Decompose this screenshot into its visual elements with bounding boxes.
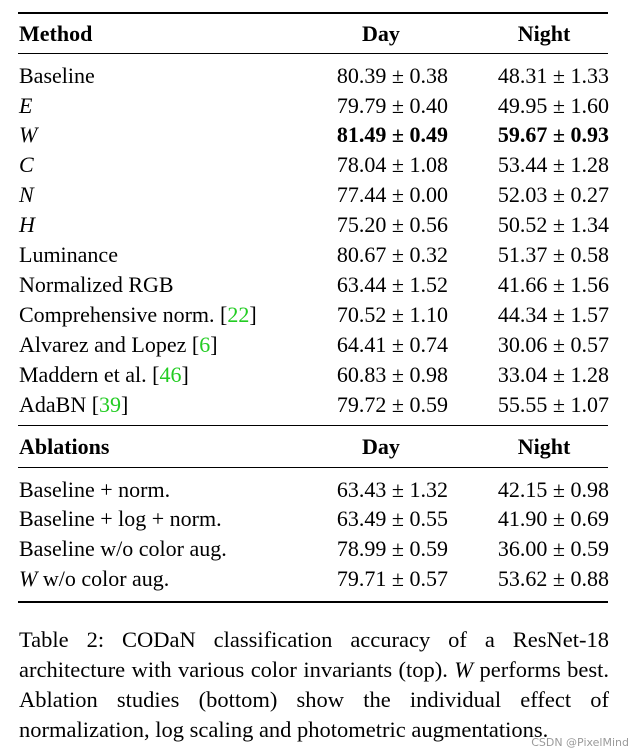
ablation-header [0,432,635,462]
table-row [0,210,635,240]
row-method-cell: Alvarez and Lopez [6] [19,332,218,357]
row-method: Baseline + norm. [19,477,171,502]
row-night: 55.55 ± 1.07 [497,392,609,417]
table-row [0,564,635,594]
row-method-cell: AdaBN [39] [19,392,129,417]
row-night: 48.31 ± 1.33 [497,63,609,88]
ablation-header-day: Day [362,434,400,459]
row-day: 63.49 ± 0.55 [336,506,448,531]
bottom-rule [18,601,608,603]
table-caption [19,625,609,745]
row-day: 79.79 ± 0.40 [336,93,448,118]
row-day: 81.49 ± 0.49 [336,122,448,147]
row-day: 79.71 ± 0.57 [336,566,448,591]
table-row [0,390,635,420]
row-method: H [19,212,35,237]
row-night: 53.44 ± 1.28 [497,152,609,177]
caption-text-1: Table 2: CODaN classification accuracy of a ResNet-18 architecture with various color invariants (top). [19,627,609,682]
row-night: 50.52 ± 1.34 [497,212,609,237]
row-method-variable: W [19,566,38,591]
row-day: 80.39 ± 0.38 [336,63,448,88]
header-method: Method [19,21,93,46]
table-row [0,534,635,564]
top-rule [18,12,608,14]
row-day: 70.52 ± 1.10 [336,302,448,327]
row-method: w/o color aug. [37,566,170,591]
table-row [0,504,635,534]
row-day: 75.20 ± 0.56 [336,212,448,237]
header-night: Night [517,21,571,46]
row-night: 42.15 ± 0.98 [497,477,609,502]
header-rule [18,53,608,54]
row-day: 64.41 ± 0.74 [336,332,448,357]
citation-link[interactable]: 22 [227,302,250,327]
table-row [0,150,635,180]
row-night: 53.62 ± 0.88 [497,566,609,591]
row-day: 63.43 ± 1.32 [336,477,448,502]
row-night: 36.00 ± 0.59 [497,536,609,561]
row-night: 33.04 ± 1.28 [497,362,609,387]
watermark: CSDN @PixelMind [531,736,629,749]
row-night: 52.03 ± 0.27 [497,182,609,207]
row-method: C [19,152,34,177]
row-method: Luminance [19,242,118,267]
row-night: 51.37 ± 0.58 [497,242,609,267]
row-method: AdaBN [19,392,87,417]
row-night: 41.66 ± 1.56 [497,272,609,297]
table-header [0,19,635,49]
caption-variable: W [454,657,474,682]
table-row [0,475,635,505]
row-day: 78.99 ± 0.59 [336,536,448,561]
row-night: 30.06 ± 0.57 [497,332,609,357]
row-day: 63.44 ± 1.52 [336,272,448,297]
row-day: 79.72 ± 0.59 [336,392,448,417]
row-method: W [19,122,38,147]
row-method: Alvarez and Lopez [19,332,187,357]
row-method: Normalized RGB [19,272,174,297]
ablation-header-rule [18,467,608,468]
row-day: 78.04 ± 1.08 [336,152,448,177]
row-method: Baseline [19,63,95,88]
row-night: 59.67 ± 0.93 [497,122,609,147]
table-row [0,360,635,390]
table-row [0,120,635,150]
citation-link[interactable]: 46 [159,362,182,387]
section-rule [18,425,608,426]
row-night: 44.34 ± 1.57 [497,302,609,327]
table-row [0,270,635,300]
row-method-cell: Maddern et al. [46] [19,362,189,387]
header-day: Day [362,21,400,46]
row-night: 41.90 ± 0.69 [497,506,609,531]
row-method: Comprehensive norm. [19,302,215,327]
citation-link[interactable]: 39 [99,392,122,417]
ablation-header-night: Night [517,434,571,459]
ablation-header-method: Ablations [19,434,110,459]
row-method-cell: Comprehensive norm. [22] [19,302,257,327]
caption-text-2: performs best. Ablation studies (bottom) show the individual effect of normalization, log scaling and photometric augmentations. [19,657,609,742]
table-row [0,330,635,360]
row-method-cell [19,564,169,594]
row-day: 60.83 ± 0.98 [336,362,448,387]
citation-link[interactable]: 6 [199,332,211,357]
row-day: 77.44 ± 0.00 [336,182,448,207]
table-row [0,240,635,270]
table-row [0,300,635,330]
row-method: N [19,182,34,207]
row-method: Maddern et al. [19,362,147,387]
table-row [0,180,635,210]
row-method: Baseline + log + norm. [19,506,222,531]
table-row [0,61,635,91]
row-method: Baseline w/o color aug. [19,536,227,561]
row-method: E [19,93,33,118]
table-row [0,91,635,121]
row-night: 49.95 ± 1.60 [497,93,609,118]
row-day: 80.67 ± 0.32 [336,242,448,267]
